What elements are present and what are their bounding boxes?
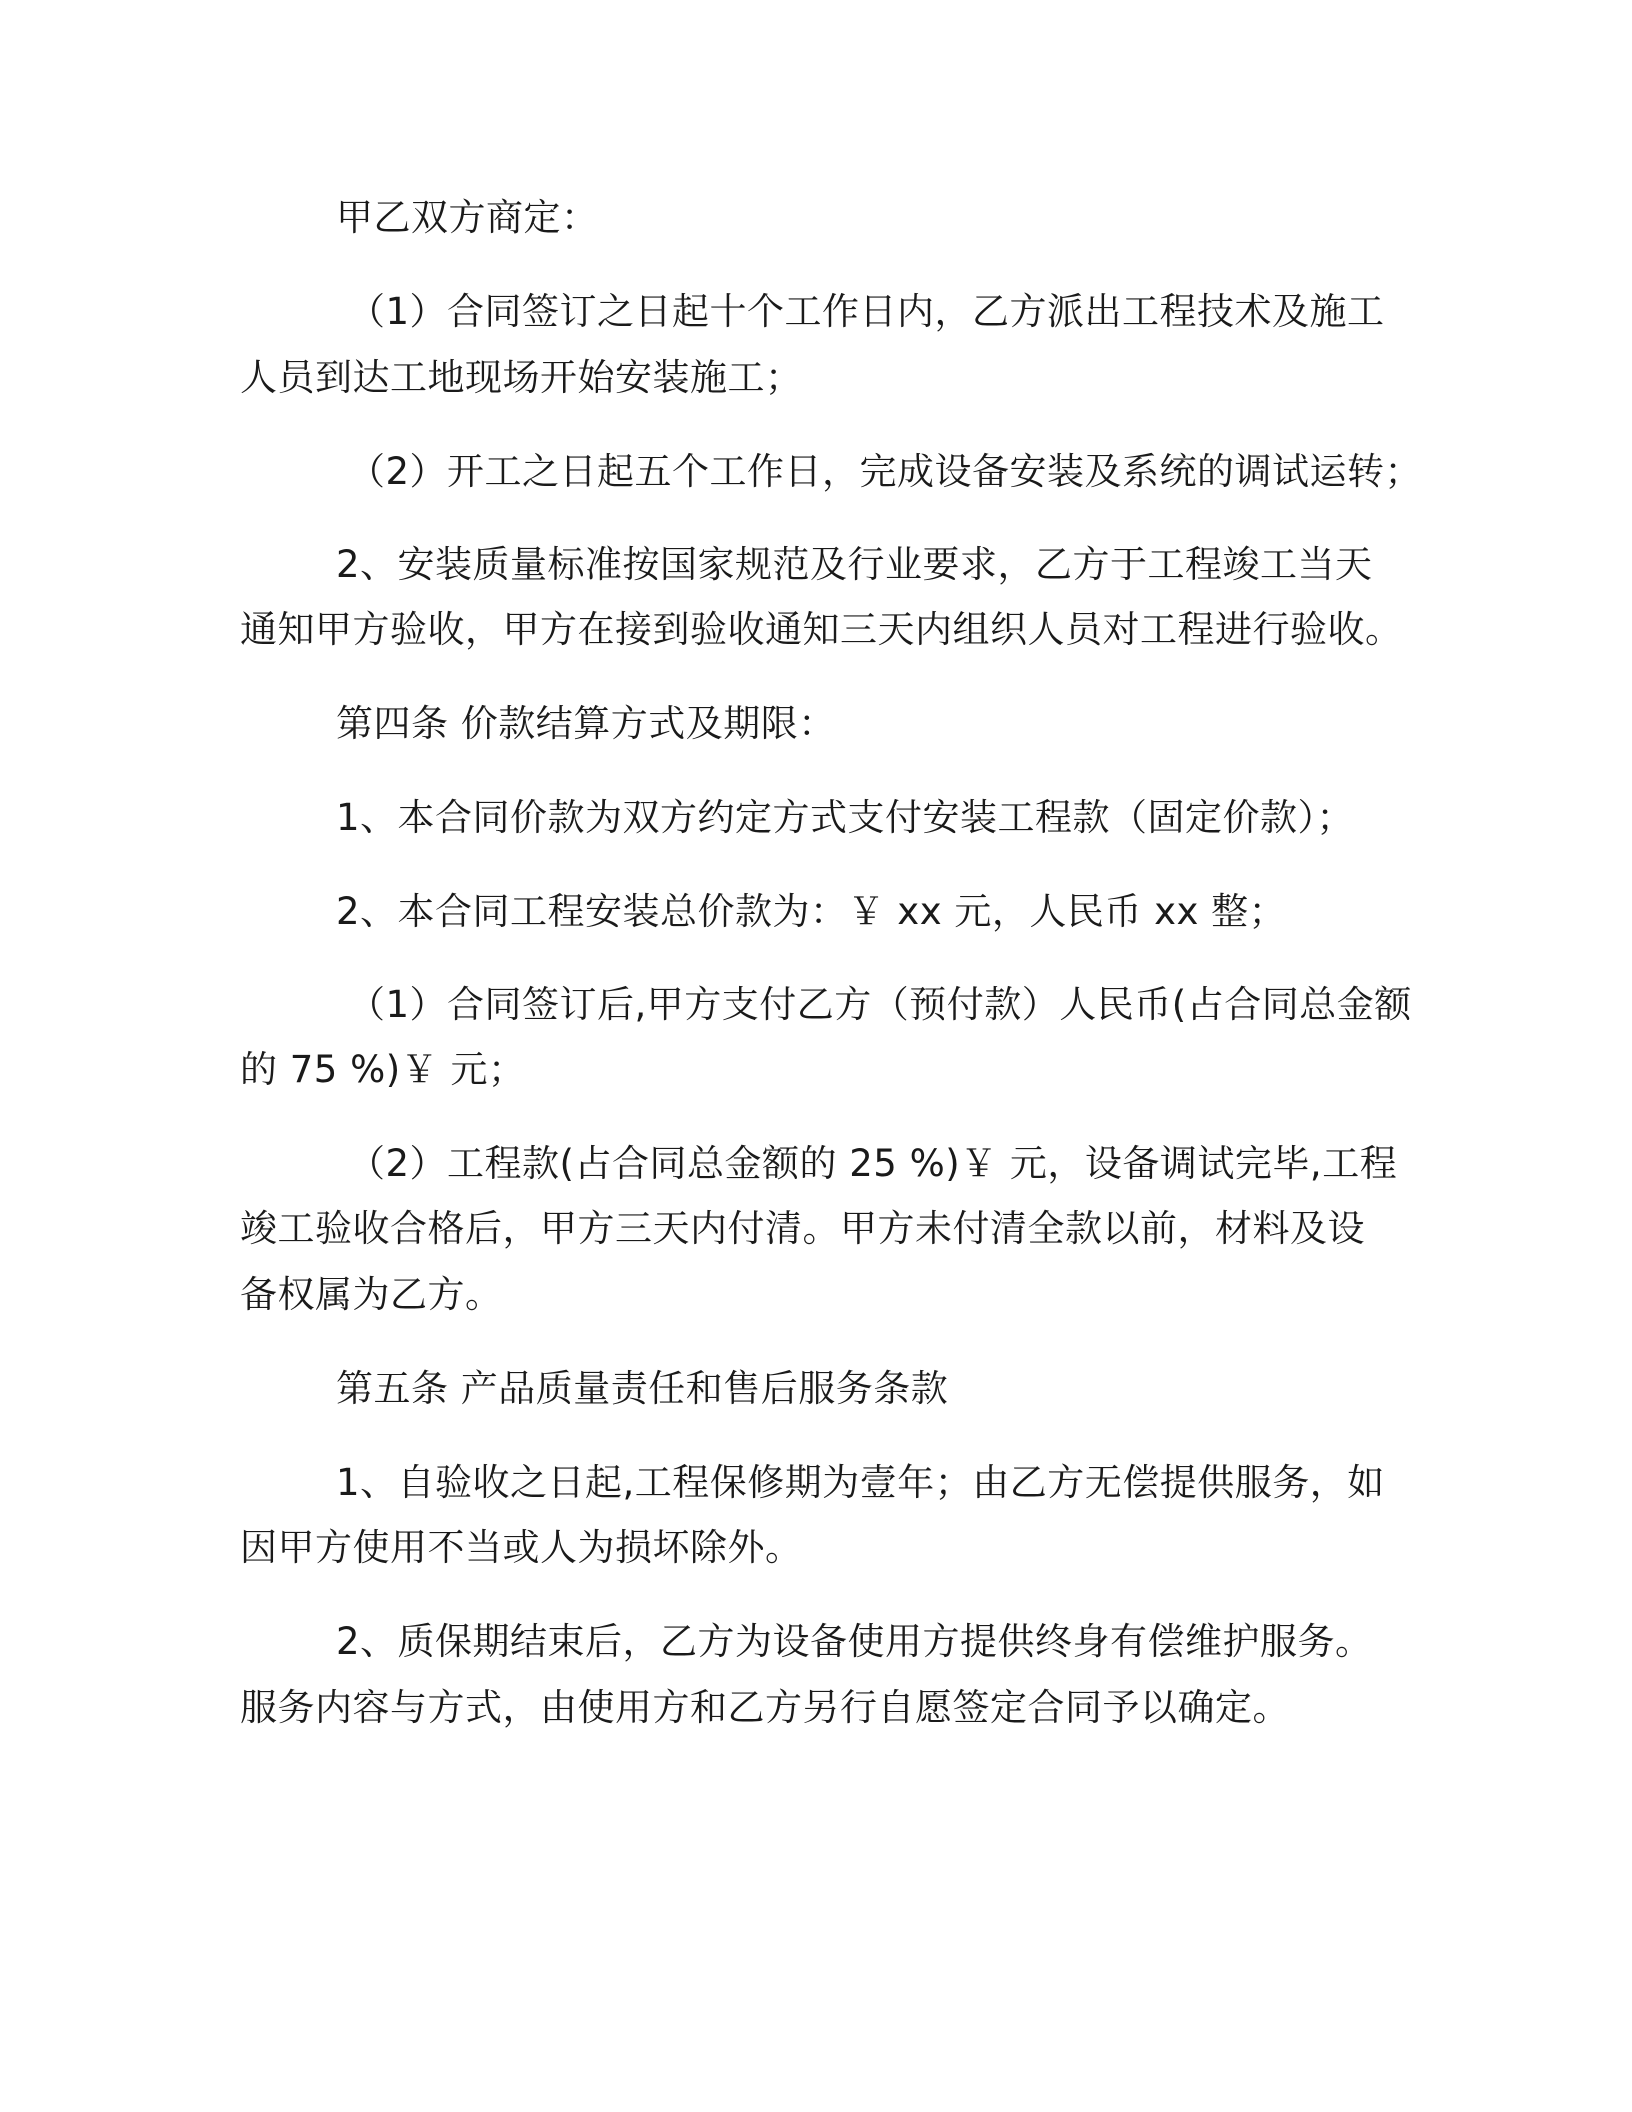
paragraph-text: 2、质保期结束后，乙方为设备使用方提供终身有偿维护服务。: [336, 1620, 1373, 1663]
paragraph-text: （1）合同签订后,甲方支付乙方（预付款）人民币(占合同总金额: [348, 983, 1412, 1026]
paragraph-text: 1、自验收之日起,工程保修期为壹年；由乙方无偿提供服务，如: [336, 1461, 1385, 1504]
paragraph-text: 竣工验收合格后，甲方三天内付清。甲方未付清全款以前，材料及设: [240, 1207, 1365, 1250]
paragraph-text: 人员到达工地现场开始安装施工；: [240, 356, 803, 399]
paragraph-text: （2）工程款(占合同总金额的 25 %)￥ 元，设备调试完毕,工程: [348, 1142, 1398, 1185]
section-heading: 第五条 产品质量责任和售后服务条款: [336, 1367, 949, 1410]
paragraph-text: （2）开工之日起五个工作日，完成设备安装及系统的调试运转；: [348, 450, 1423, 493]
paragraph-text: 通知甲方验收，甲方在接到验收通知三天内组织人员对工程进行验收。: [240, 608, 1403, 651]
paragraph-text: 1、本合同价款为双方约定方式支付安装工程款（固定价款）；: [336, 796, 1355, 839]
paragraph-text: 2、安装质量标准按国家规范及行业要求，乙方于工程竣工当天: [336, 543, 1373, 586]
paragraph-text: 的 75 %)￥ 元；: [240, 1048, 526, 1091]
paragraph-text: 因甲方使用不当或人为损坏除外。: [240, 1526, 803, 1569]
paragraph-text: 备权属为乙方。: [240, 1273, 503, 1316]
paragraph-text: 2、本合同工程安装总价款为：￥ xx 元，人民币 xx 整；: [336, 890, 1287, 933]
section-heading: 第四条 价款结算方式及期限：: [336, 702, 836, 745]
paragraph-text: （1）合同签订之日起十个工作日内，乙方派出工程技术及施工: [348, 290, 1385, 333]
paragraph-text: 服务内容与方式，由使用方和乙方另行自愿签定合同予以确定。: [240, 1686, 1290, 1729]
paragraph-text: 甲乙双方商定：: [336, 196, 599, 239]
